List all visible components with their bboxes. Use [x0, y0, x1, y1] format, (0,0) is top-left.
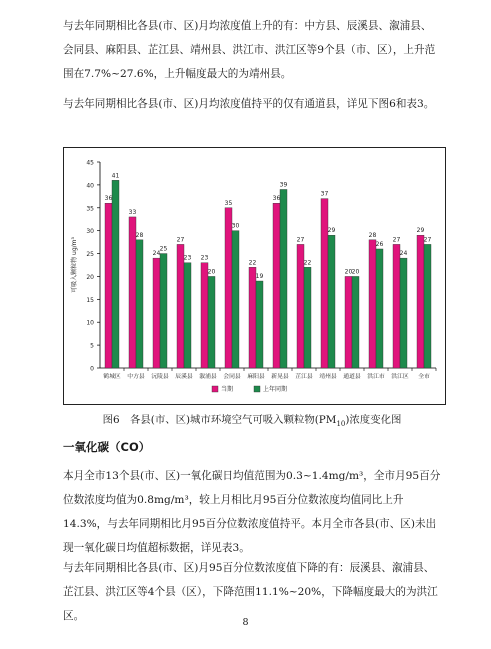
paragraph-co-decline: 与去年同期相比各县(市、区)月95百分位数浓度值下降的有：辰溪县、溆浦县、芷江县、洪江区等4个县（区），下降范围11.1%~20%，下降幅度最大的为洪江区。 [63, 562, 438, 622]
legend-label: 当期 [221, 386, 234, 393]
x-tick-label: 鹤城区 [103, 374, 121, 380]
data-label: 30 [231, 222, 240, 230]
figure-caption-tail: )浓度变化图 [345, 414, 402, 426]
paragraph-pm10-flat: 与去年同期相比各县(市、区)月均浓度值持平的仅有通道县，详见下图6和表3。 [63, 98, 435, 110]
bar-current [369, 240, 376, 368]
bar-lastyear [280, 189, 287, 368]
x-tick-label: 通道县 [343, 374, 361, 380]
data-label: 22 [248, 259, 257, 267]
x-tick-label: 麻阳县 [247, 374, 265, 380]
legend-label: 上年同期 [263, 386, 288, 393]
paragraph-co-summary: 本月全市13个县(市、区)一氧化碳日均值范围为0.3~1.4mg/m³，全市月95百分位数浓度均值为0.8mg/m³，较上月相比月95百分位数浓度均值同比上升14.3%，与去年同期相比月95百分位数浓度值持平。本月全市各县(市、区)未出现一氧化碳日均值超标数据，详见表3。 [63, 470, 441, 554]
bar-current [225, 208, 232, 368]
x-tick-label: 中方县 [127, 374, 145, 380]
y-tick-label: 5 [90, 342, 94, 350]
figure-caption [63, 411, 441, 428]
data-label: 27 [392, 236, 401, 244]
bar-lastyear [376, 249, 383, 368]
x-tick-label: 沅陵县 [151, 374, 169, 380]
data-label: 35 [224, 199, 233, 207]
y-axis-label: 可吸入颗粒物 ug/m³ [71, 237, 78, 293]
figure-caption-sub: 10 [336, 420, 346, 429]
y-tick-label: 20 [86, 273, 94, 281]
y-tick-label: 35 [86, 205, 94, 213]
data-label: 20 [207, 268, 216, 276]
bar-lastyear [208, 276, 215, 368]
data-label: 26 [375, 240, 384, 248]
paragraph-pm10-rise: 与去年同期相比各县(市、区)月均浓度值上升的有：中方县、辰溪县、溆浦县、会同县、麻阳县、芷江县、靖州县、洪江市、洪江区等9个县（市、区），上升范围在7.7%~27.6%，上升幅度最大的为靖州县。 [63, 20, 436, 80]
bar-lastyear [328, 235, 335, 368]
section-heading-co: 一氧化碳（CO） [63, 440, 151, 454]
bar-current [177, 244, 184, 368]
y-tick-label: 10 [86, 319, 94, 327]
y-tick-label: 0 [90, 365, 94, 373]
data-label: 27 [423, 236, 432, 244]
bar-current [153, 258, 160, 368]
data-label: 24 [399, 250, 408, 258]
y-tick-label: 15 [86, 296, 94, 304]
bar-lastyear [304, 267, 311, 368]
bar-current [393, 244, 400, 368]
bar-lastyear [232, 231, 239, 368]
chart-canvas [64, 148, 445, 404]
bar-lastyear [184, 263, 191, 368]
data-label: 25 [159, 245, 168, 253]
data-label: 39 [279, 181, 288, 189]
data-label: 22 [303, 259, 312, 267]
bar-lastyear [352, 276, 359, 368]
x-tick-label: 会同县 [223, 374, 241, 380]
x-tick-label: 洪江区 [391, 374, 409, 380]
data-label: 28 [135, 231, 144, 239]
y-tick-label: 45 [86, 159, 94, 167]
data-label: 20 [351, 268, 360, 276]
y-tick-label: 25 [86, 251, 94, 259]
x-tick-label: 溆浦县 [199, 374, 217, 380]
x-tick-label: 全市 [418, 374, 430, 380]
data-label: 27 [296, 236, 305, 244]
legend-swatch [212, 386, 218, 392]
bar-current [105, 203, 112, 368]
bar-current [201, 263, 208, 368]
legend-swatch [254, 386, 260, 392]
data-label: 27 [176, 236, 185, 244]
x-tick-label: 辰溪县 [175, 374, 193, 380]
bar-current [129, 217, 136, 368]
data-label: 24 [152, 250, 161, 258]
bar-current [417, 235, 424, 368]
pm10-bar-chart [63, 147, 446, 405]
data-label: 29 [416, 227, 425, 235]
data-label: 19 [255, 273, 264, 281]
bar-lastyear [112, 180, 119, 368]
x-tick-label: 新晃县 [271, 374, 289, 380]
figure-caption-main: 图6 各县(市、区)城市环境空气可吸入颗粒物(PM [102, 414, 337, 426]
bar-lastyear [160, 254, 167, 368]
bar-lastyear [424, 244, 431, 368]
data-label: 33 [128, 208, 137, 216]
bar-current [345, 276, 352, 368]
y-tick-label: 40 [86, 182, 94, 190]
data-label: 37 [320, 190, 329, 198]
x-tick-label: 靖州县 [319, 374, 337, 380]
data-label: 36 [272, 195, 281, 203]
x-tick-label: 洪江市 [367, 374, 385, 380]
bar-lastyear [256, 281, 263, 368]
bar-lastyear [136, 240, 143, 368]
x-tick-label: 芷江县 [295, 374, 313, 380]
bar-current [273, 203, 280, 368]
bar-current [321, 199, 328, 368]
data-label: 29 [327, 227, 336, 235]
page-number: 8 [242, 617, 249, 628]
data-label: 36 [104, 195, 113, 203]
bar-lastyear [400, 258, 407, 368]
data-label: 28 [368, 231, 377, 239]
data-label: 20 [344, 268, 353, 276]
data-label: 23 [200, 254, 209, 262]
bar-current [249, 267, 256, 368]
data-label: 41 [111, 172, 120, 180]
data-label: 23 [183, 254, 192, 262]
y-tick-label: 30 [86, 228, 94, 236]
